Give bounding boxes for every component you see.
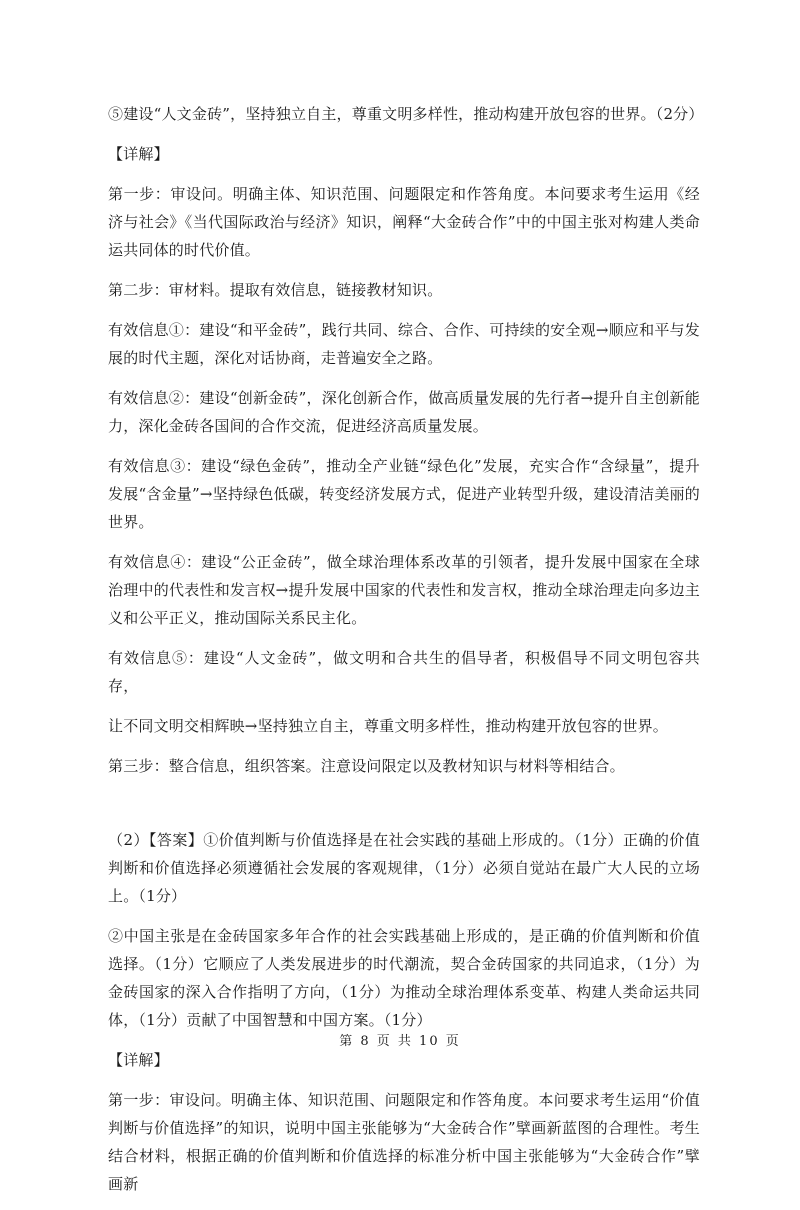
answer-2-part-1: （2）【答案】①价值判断与价值选择是在社会实践的基础上形成的。（1分）正确的价值判断和价值选择必须遵循社会发展的客观规律，（1分）必须自觉站在最广大人民的立场上。（1分） <box>108 831 700 905</box>
answer-2-part-2: ②中国主张是在金砖国家多年合作的社会实践基础上形成的，是正确的价值判断和价值选择。（1分）它顺应了人类发展进步的时代潮流，契合金砖国家的共同追求，（1分）为金砖国家的深入合作指明了方向，（1分）为推动全球治理体系变革、构建人类命运共同体，（1分）贡献了中国智慧和中国方案。（1分） <box>108 927 700 1029</box>
effective-info-5-line-1: 有效信息⑤：建设“人文金砖”，做文明和合共生的倡导者，积极倡导不同文明包容共存， <box>108 649 700 695</box>
detail-heading: 【详解】 <box>108 145 169 163</box>
effective-info-1: 有效信息①：建设“和平金砖”，践行共同、综合、合作、可持续的安全观→顺应和平与发展的时代主题，深化对话协商，走普遍安全之路。 <box>108 321 700 367</box>
step-3: 第三步：整合信息，组织答案。注意设问限定以及教材知识与材料等相结合。 <box>108 757 625 775</box>
step-1-part-2: 第一步：审设问。明确主体、知识范围、问题限定和作答角度。本问要求考生运用“价值判断与价值选择”的知识，说明中国主张能够为“大金砖合作”擘画新蓝图的合理性。考生结合材料，根据正确的价值判断和价值选择的标准分析中国主张能够为“大金砖合作”擘画新 <box>108 1091 700 1193</box>
effective-info-4: 有效信息④：建设“公正金砖”，做全球治理体系改革的引领者，提升发展中国家在全球治理中的代表性和发言权→提升发展中国家的代表性和发言权，推动全球治理走向多边主义和公平正义，推动国际关系民主化。 <box>108 553 700 627</box>
effective-info-5-line-2: 让不同文明交相辉映→坚持独立自主，尊重文明多样性，推动构建开放包容的世界。 <box>108 717 668 735</box>
effective-info-2: 有效信息②：建设“创新金砖”，深化创新合作，做高质量发展的先行者→提升自主创新能力，深化金砖各国间的合作交流，促进经济高质量发展。 <box>108 389 700 435</box>
answer-item-5: ⑤建设“人文金砖”，坚持独立自主，尊重文明多样性，推动构建开放包容的世界。（2分） <box>108 105 704 123</box>
section-gap <box>108 792 700 826</box>
step-2: 第二步：审材料。提取有效信息，链接教材知识。 <box>108 281 443 299</box>
page-footer: 第 8 页 共 10 页 <box>339 1034 461 1049</box>
effective-info-3: 有效信息③：建设“绿色金砖”，推动全产业链“绿色化”发展，充实合作“含绿量”，提升发展“含金量”→坚持绿色低碳，转变经济发展方式，促进产业转型升级，建设清洁美丽的世界。 <box>108 457 700 531</box>
step-1: 第一步：审设问。明确主体、知识范围、问题限定和作答角度。本问要求考生运用《经济与社会》《当代国际政治与经济》知识，阐释“大金砖合作”中的中国主张对构建人类命运共同体的时代价值。 <box>108 185 700 259</box>
detail-heading-2: 【详解】 <box>108 1051 169 1069</box>
